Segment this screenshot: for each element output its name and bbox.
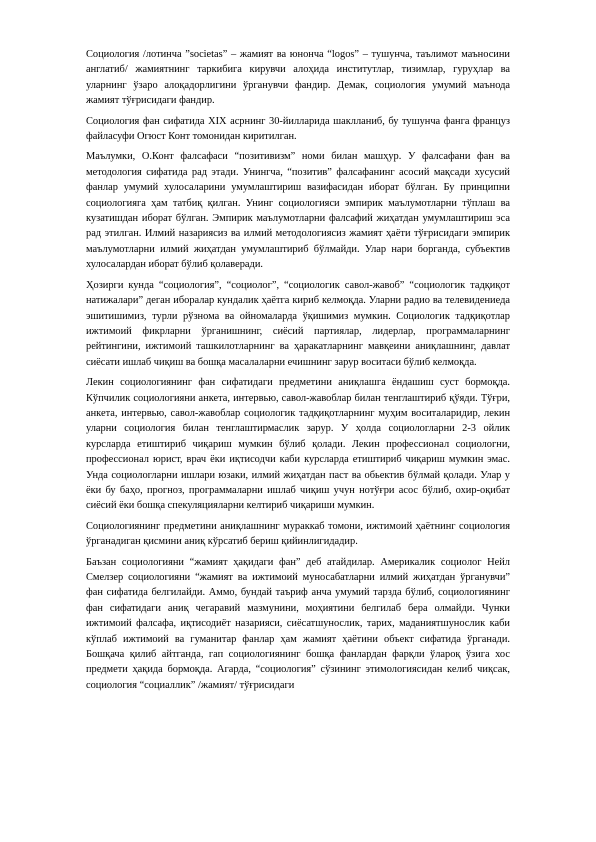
- paragraph-smelser-definition: Баъзан социологияни “жамият ҳақидаги фан” деб атайдилар. Америкалик социолог Нейл Смелзер социологияни “жамият ва ижтимоий муносабатларни илмий жиҳатдан ўрганувчи” фан сифатида белгилайди. Аммо, бундай таъриф анча умумий тарзда бўлиб, социологиянинг фан сифатидаги аниқ чегаравий мазмунини, моҳиятини белгилаб бера олмайди. Чунки ижтимоий фалсафа, иқтисодиёт назарияси, сиёсатшунослик, тарих, маданиятшунослик каби кўплаб ижтимоий ва гуманитар фанлар ҳам жамият ҳаётини объект сифатида ўрганади. Бошқача қилиб айтганда, гап социологиянинг бошқа фанлардан фарқли ўлароқ ўзига хос предмети ҳақида бормоқда. Агарда, “социология” сўзининг этимологиясидан келиб чиқсак, социология “социаллик” /жамият/ тўғрисидаги: [86, 556, 510, 691]
- document-page: [86, 47, 510, 698]
- paragraph-subject-difficulty: Социологиянинг предметини аниқлашнинг мураккаб томони, ижтимоий ҳаётнинг социология ўрганадиган қисмини аниқ кўрсатиб бериш қийинлигидадир.: [86, 520, 510, 548]
- paragraph-comte-positivism: Маълумки, О.Конт фалсафаси “позитивизм” номи билан машҳур. У фалсафани фан ва методология сифатида рад этади. Унингча, “позитив” фалсафанинг асосий мақсади хусусий фанлар умумий хулосаларини умумлаштириш вазифасидан иборат бўлган. Бу принципни социологияга ҳам татбиқ қилган. Унинг социологияси эмпирик маълумотларни тўплаш ва кузатишдан иборат бўлган. Эмпирик маълумотларни фалсафий жиҳатдан умумлаштириш эса рад этилган. Илмий назариясиз ва илмий методологиясиз жамият ҳаёти тўғрисидаги эмпирик маълумотларни илмий жиҳатдан умумлаштириб бўлмайди. Улар нари борганда, субъектив хулосалардан иборат бўлиб қолаверади.: [86, 151, 510, 271]
- paragraph-definition: Социология /лотинча ”societas” – жамият ва юнонча “logos” – тушунча, таълимот маъносини англатиб/ жамиятнинг таркибига кирувчи алоҳида институтлар, тизимлар, гуруҳлар ва уларнинг ўзаро алоқадорлигини ўрганувчи фандир. Демак, социология умумий маънода жамият тўғрисидаги фандир.: [86, 49, 510, 107]
- paragraph-subject-approach: Лекин социологиянинг фан сифатидаги предметини аниқлашга ёндашиш суст бормоқда. Кўпчилик социологияни анкета, интервью, савол-жавоблар билан тенглаштириб қўяди. Тўғри, анкета, интервью, савол-жавоблар социологик тадқиқотларнинг муҳим воситаларидир, лекин уларни социология билан тенглаштирмаслик зарур. У ҳолда социологларни 2-3 ойлик курсларда етиштириб чиқариш мумкин бўлиб қолади. Лекин профессионал социологни, профессионал юрист, врач ёки иқтисодчи каби курсларда етиштириб чиқариш мумкин эмас. Унда социологларни ишлари юзаки, илмий жиҳатдан паст ва обьектив бўлмай қолади. Улар у ёки бу баҳо, прогноз, программаларни ишлаб чиқиш учун нотўғри асос бўлиб, охир-оқибат сиёсий ёки бошқа спекуляцияларни келтириб чиқариши мумкин.: [86, 377, 510, 512]
- paragraph-origin: Социология фан сифатида XIX асрнинг 30-йилларида шаклланиб, бу тушунча фанга француз файласуфи Огюст Конт томонидан киритилган.: [86, 115, 510, 143]
- paragraph-modern-usage: Ҳозирги кунда “социология”, “социолог”, “социологик савол-жавоб” “социологик тадқиқот натижалари” деган иборалар кундалик ҳаётга кириб келмоқда. Уларни радио ва телевидениеда эшитишимиз, турли рўзнома ва ойномаларда ўқишимиз мумкин. Социологик тадқиқотлар ижтимоий фикрларни ўрганишнинг, сиёсий партиялар, лидерлар, программаларнинг рейтингини, ижтимоий ташкилотларнинг ва ҳаракатларнинг мавқеини аниқлашнинг, давлат сиёсати ишлаб чиқиш ва бошқа масалаларни ечишнинг зарур воситаси бўлиб келмоқда.: [86, 279, 510, 368]
